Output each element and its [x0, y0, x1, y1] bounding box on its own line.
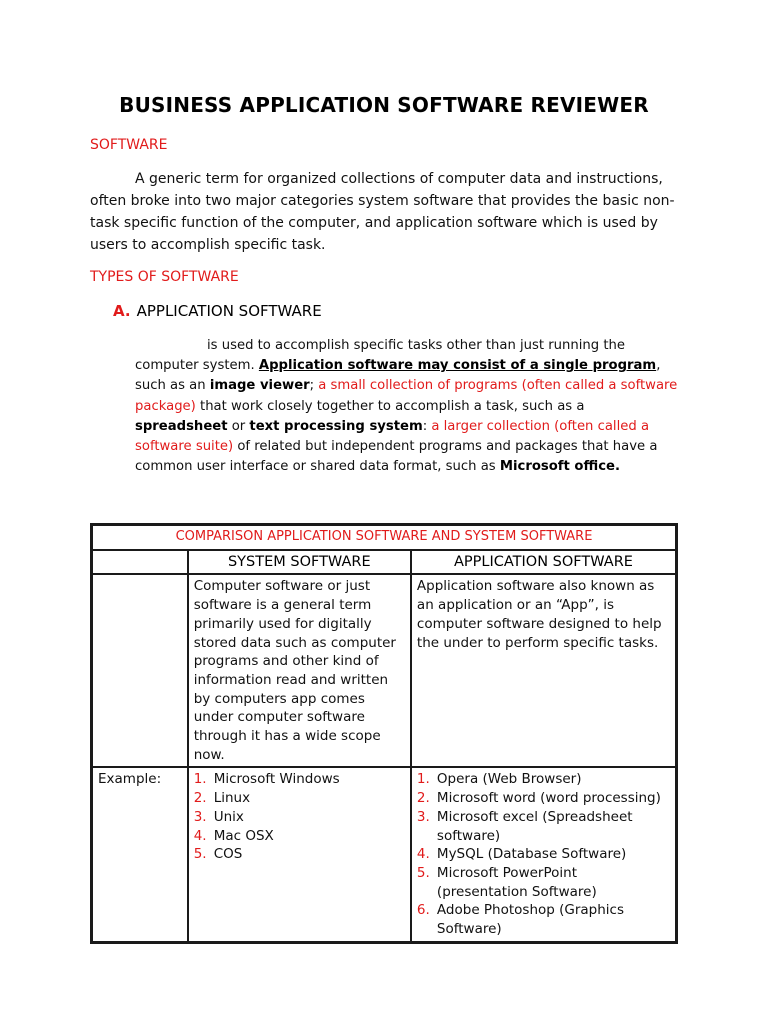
table-row-examples	[92, 767, 676, 941]
item-number: 5.	[416, 864, 430, 881]
item-number: 3.	[416, 808, 430, 825]
list-item	[194, 845, 405, 864]
empty-label-cell	[92, 574, 188, 767]
table-caption-row	[92, 525, 676, 550]
item-text: Unix	[213, 808, 244, 825]
list-item	[417, 901, 670, 938]
system-examples-cell	[188, 767, 411, 941]
application-examples-list	[417, 770, 670, 938]
underlined-phrase: Application software may consist of a single program	[258, 358, 657, 374]
list-item	[417, 864, 670, 901]
item-text: Microsoft word (word processing)	[436, 790, 661, 807]
item-number: 3.	[193, 808, 207, 825]
system-examples-list	[194, 770, 405, 864]
item-text: Adobe Photoshop (Graphics Software)	[436, 902, 625, 938]
item-text: MySQL (Database Software)	[436, 846, 627, 863]
application-software-paragraph: is used to accomplish specific tasks other than just running the computer system. Application software may consist of a single program, such as an image viewer; a small collection of programs (often called a software package) that work closely together to accomplish a task, such as a spreadsheet or text processing system: a larger collection (often called a software suite) of related but independent programs and packages that have a common user interface or shared data format, such as Microsoft office.	[135, 338, 678, 475]
table-row-description	[92, 574, 676, 767]
item-number: 2.	[193, 790, 207, 807]
item-number: 4.	[193, 827, 207, 844]
application-description: Application software also known as an application or an “App”, is computer software designed to help the under to perform specific tasks.	[411, 574, 676, 767]
application-software-subheading	[113, 302, 322, 320]
table-header-row	[92, 550, 676, 575]
page-title: BUSINESS APPLICATION SOFTWARE REVIEWER	[119, 93, 649, 117]
item-number: 1.	[416, 771, 430, 788]
item-text: Microsoft excel (Spreadsheet software)	[436, 808, 633, 844]
item-number: 1.	[193, 771, 207, 788]
item-text: Microsoft PowerPoint (presentation Software)	[436, 864, 597, 900]
comparison-table	[90, 523, 678, 944]
list-item	[417, 845, 670, 864]
item-number: 2.	[416, 790, 430, 807]
item-text: Mac OSX	[213, 827, 274, 844]
software-heading: SOFTWARE	[90, 137, 168, 153]
header-application-software: APPLICATION SOFTWARE	[411, 550, 676, 575]
item-number: 4.	[416, 846, 430, 863]
list-item	[194, 808, 405, 827]
list-item	[194, 789, 405, 808]
section-letter: A.	[113, 302, 131, 320]
item-text: Opera (Web Browser)	[436, 771, 582, 788]
item-text: Microsoft Windows	[213, 771, 340, 788]
list-item	[194, 827, 405, 846]
table-caption: COMPARISON APPLICATION SOFTWARE AND SYSTEM SOFTWARE	[92, 525, 676, 550]
list-item	[417, 808, 670, 845]
list-item	[417, 789, 670, 808]
application-examples-cell	[411, 767, 676, 941]
example-label: Example:	[92, 767, 188, 941]
section-title: APPLICATION SOFTWARE	[136, 302, 322, 320]
item-text: COS	[213, 846, 243, 863]
system-description: Computer software or just software is a general term primarily used for digitally stored data such as computer programs and other kind of information read and written by computers app comes under computer software through it has a wide scope now.	[188, 574, 411, 767]
item-number: 5.	[193, 846, 207, 863]
empty-header-cell	[92, 550, 188, 575]
header-system-software: SYSTEM SOFTWARE	[188, 550, 411, 575]
item-number: 6.	[416, 902, 430, 919]
types-heading: TYPES OF SOFTWARE	[90, 269, 239, 285]
list-item	[417, 770, 670, 789]
list-item	[194, 770, 405, 789]
item-text: Linux	[213, 790, 251, 807]
software-definition: A generic term for organized collections of computer data and instructions, often broke into two major categories system software that provides the basic non-task specific function of the computer, and application software which is used by users to accomplish specific task.	[90, 171, 675, 253]
